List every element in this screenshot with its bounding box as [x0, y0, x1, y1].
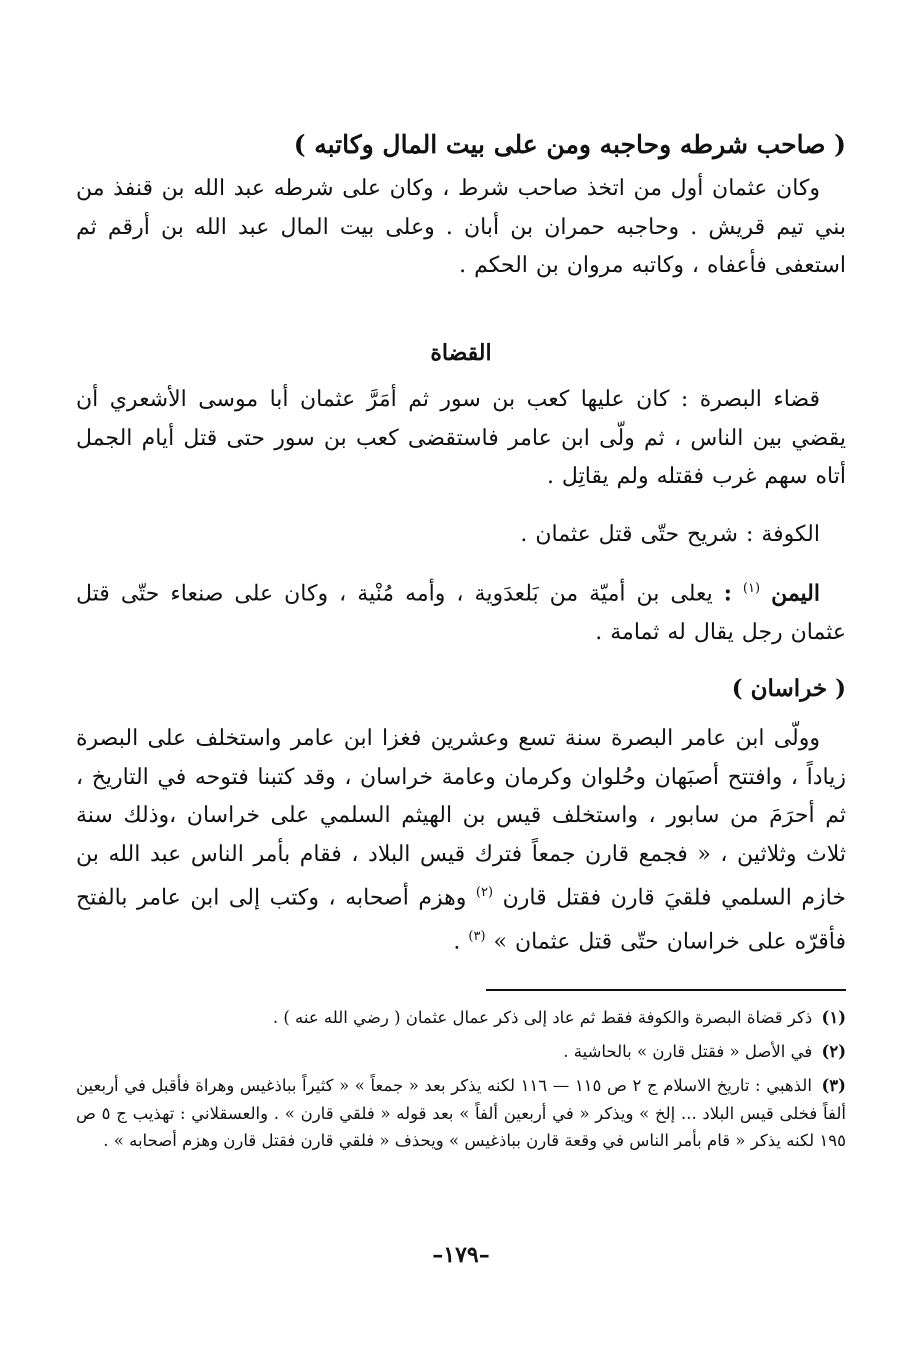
- section-heading-judges: القضاة: [430, 340, 492, 366]
- yemen-text: يعلى بن أميّة من بَلعدَوية ، وأمه مُنْية ، وكان على صنعاء حتّى قتل عثمان رجل يقال له ثمامة .: [76, 581, 846, 645]
- footnote-ref-1: (١): [742, 581, 761, 596]
- footnote-3: [76, 1072, 846, 1155]
- paragraph-basra-judges: قضاء البصرة : كان عليها كعب بن سور ثم أمَرَّ عثمان أبا موسى الأشعري أن يقضي بين الناس ، ثم ولّى ابن عامر فاستقضى كعب بن سور حتى قتل أيام الجمل أتاه سهم غرب فقتله ولم يقاتِل .: [76, 387, 846, 489]
- footnote-1: [76, 1004, 846, 1032]
- footnote-number: (٣): [821, 1076, 846, 1095]
- khurasan-text-1: وولّى ابن عامر البصرة سنة تسع وعشرين فغزا ابن عامر واستخلف على البصرة زياداً ، وافتتح أصبَهان وحُلوان وكرمان وعامة خراسان ، وقد كتبنا فتوحه في التاريخ ، ثم أحرَمَ من سابور ، واستخلف قيس بن الهيثم السلمي على خراسان ،وذلك سنة ثلاث وثلاثين ، « فجمع قارن جمعاً فترك قيس البلاد ، فقام بأمر الناس عبد الله بن خازم السلمي فلقيَ قارن فقتل قارن: [76, 726, 846, 911]
- paragraph-kufa-judges: الكوفة : شريح حتّى قتل عثمان .: [520, 522, 820, 547]
- footnote-ref-3: (٣): [468, 928, 486, 944]
- paragraph-yemen: [76, 570, 846, 652]
- footnote-ref-2: (٢): [475, 885, 494, 900]
- footnote-2: [76, 1038, 846, 1066]
- khurasan-text-3: .: [453, 929, 461, 955]
- footnote-text: في الأصل « فقتل قارن » بالحاشية .: [563, 1042, 813, 1061]
- page-number: –١٧٩–: [432, 1242, 490, 1268]
- paragraph-police: وكان عثمان أول من اتخذ صاحب شرط ، وكان على شرطه عبد الله بن قنفذ من بني تيم قريش . وحاجبه حمران بن أبان . وعلى بيت المال عبد الله بن أرقم ثم استعفى فأعفاه ، وكاتبه مروان بن الحكم .: [76, 176, 846, 278]
- footnote-number: (١): [821, 1008, 846, 1027]
- section-heading-police: ( صاحب شرطه وحاجبه ومن على بيت المال وكاتبه ): [293, 130, 846, 159]
- footnote-text: الذهبي : تاريخ الاسلام ج ٢ ص ١١٥ — ١١٦ لكنه يذكر بعد « جمعاً » « كثيراً بباذغيس وهراة فأقبل في أربعين ألفاً فخلى قيس البلاد ... إلخ » ويذكر « في أربعين ألفاً » بعد قوله « فلقي قارن » . والعسقلاني : تهذيب ج ٥ ص ١٩٥ لكنه يذكر « قام بأمر الناس في وقعة قارن بباذغيس » ويحذف « فلقي قارن فقتل قارن وهزم أصحابه » .: [76, 1076, 846, 1150]
- yemen-colon: :: [723, 580, 732, 607]
- section-heading-khurasan: ( خراسان ): [731, 675, 846, 702]
- khurasan-text-2: وهزم أصحابه ، وكتب إلى ابن عامر بالفتح فأقرّه على خراسان حتّى قتل عثمان »: [76, 885, 846, 955]
- footnote-number: (٢): [821, 1042, 846, 1061]
- paragraph-khurasan: [76, 720, 846, 962]
- yemen-label: اليمن: [771, 580, 820, 607]
- footnote-divider: [486, 989, 846, 991]
- footnote-text: ذكر قضاة البصرة والكوفة فقط ثم عاد إلى ذكر عمال عثمان ( رضي الله عنه ) .: [272, 1008, 813, 1027]
